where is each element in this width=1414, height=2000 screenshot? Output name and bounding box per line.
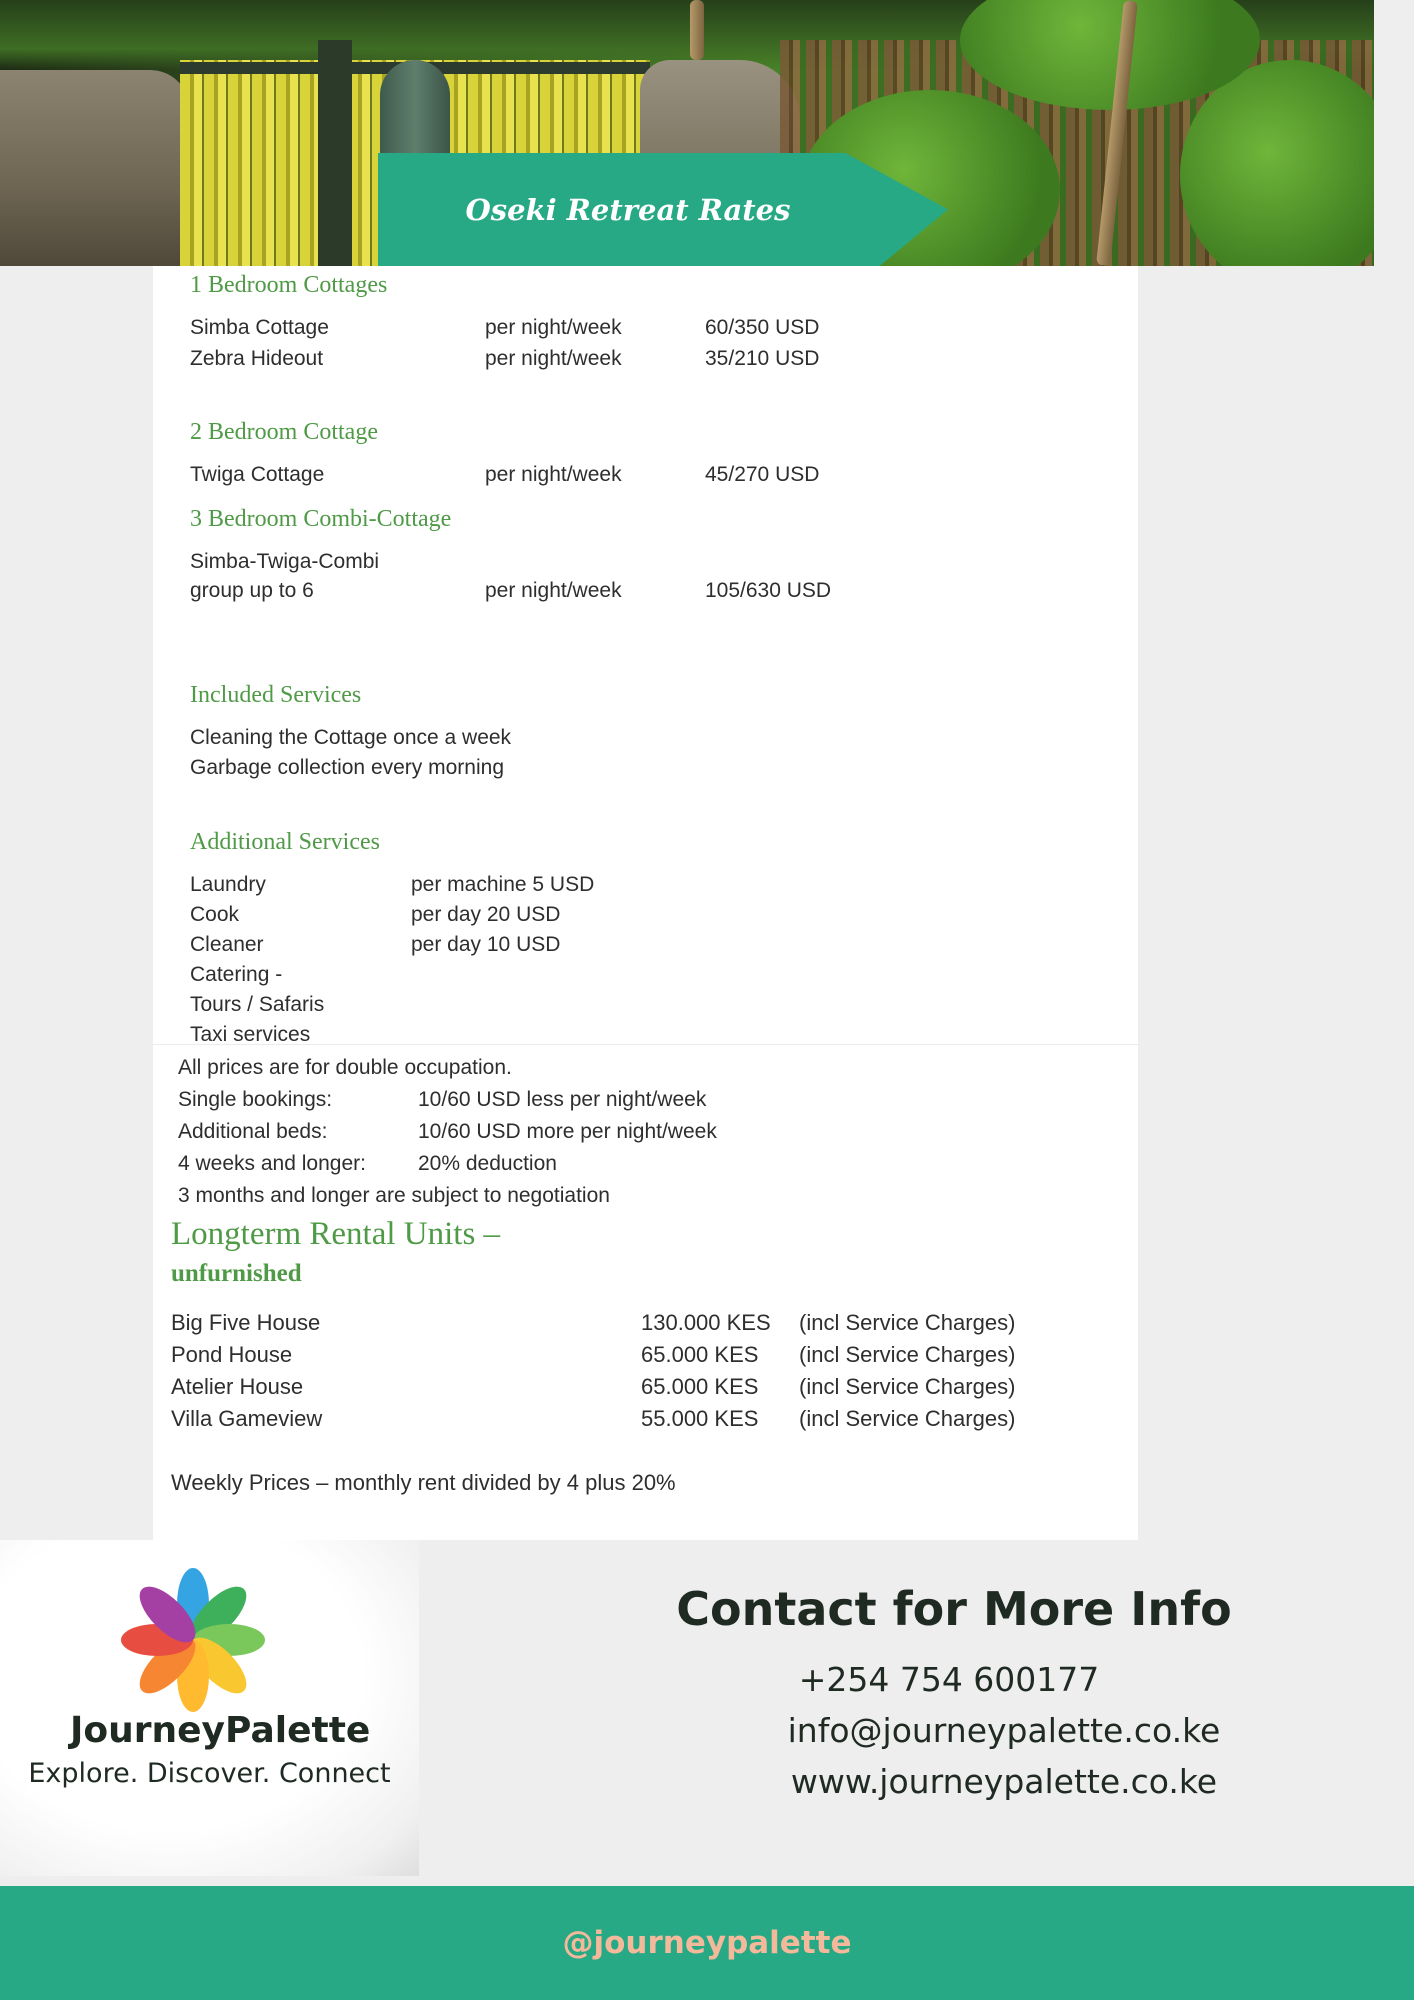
rate-price: 105/630 USD	[705, 579, 832, 602]
unit-name: Big Five House	[171, 1310, 321, 1335]
rate-price: 35/210 USD	[705, 347, 820, 370]
footer-bar	[0, 1886, 1414, 2000]
longterm-row	[171, 1406, 1111, 1434]
rate-price: 60/350 USD	[705, 316, 820, 339]
rate-period: per night/week	[485, 579, 622, 602]
service-name: Laundry	[190, 873, 266, 896]
rate-period: per night/week	[485, 316, 622, 339]
notes-intro: All prices are for double occupation.	[178, 1056, 512, 1079]
rate-period: per night/week	[485, 347, 622, 370]
note-label: 4 weeks and longer:	[178, 1152, 366, 1175]
note-row	[178, 1088, 878, 1114]
weekly-price-note: Weekly Prices – monthly rent divided by 4 plus 20%	[171, 1470, 676, 1495]
unit-note: (incl Service Charges)	[799, 1374, 1016, 1399]
tree-trunk	[690, 0, 704, 60]
section-heading-3-bedroom: 3 Bedroom Combi-Cottage	[190, 506, 452, 532]
rate-price: 45/270 USD	[705, 463, 820, 486]
service-name: Cleaner	[190, 933, 264, 956]
note-label: Single bookings:	[178, 1088, 333, 1111]
service-name: Tours / Safaris	[190, 993, 325, 1016]
service-price: per day 20 USD	[411, 903, 561, 926]
service-row	[190, 873, 690, 899]
note-value: 10/60 USD more per night/week	[418, 1120, 717, 1143]
rate-row	[190, 463, 890, 489]
brand-tagline: Explore. Discover. Connect	[28, 1758, 391, 1789]
stone-wall	[0, 70, 190, 266]
cottage-name: Twiga Cottage	[190, 463, 325, 486]
service-row	[190, 933, 690, 959]
longterm-subheading: unfurnished	[171, 1260, 302, 1287]
service-row	[190, 903, 690, 929]
page-title: Oseki Retreat Rates	[465, 192, 791, 227]
cottage-group: group up to 6	[190, 579, 314, 602]
service-name: Cook	[190, 903, 240, 926]
unit-price: 130.000 KES	[641, 1310, 771, 1335]
unit-note: (incl Service Charges)	[799, 1310, 1016, 1335]
rate-row	[190, 579, 890, 605]
gate-post	[318, 40, 352, 266]
logo-panel	[0, 1540, 419, 1876]
rate-row	[190, 316, 890, 342]
unit-note: (incl Service Charges)	[799, 1406, 1016, 1431]
contact-heading: Contact for More Info	[676, 1582, 1232, 1636]
contact-website[interactable]: www.journeypalette.co.ke	[790, 1762, 1218, 1801]
contact-email[interactable]: info@journeypalette.co.ke	[787, 1711, 1221, 1750]
rate-row	[190, 347, 890, 373]
section-heading-additional: Additional Services	[190, 829, 380, 855]
cottage-name: Simba Cottage	[190, 316, 329, 339]
note-value: 20% deduction	[418, 1152, 557, 1175]
flower-logo-icon	[118, 1565, 268, 1715]
longterm-heading: Longterm Rental Units –	[171, 1216, 501, 1252]
included-service: Garbage collection every morning	[190, 756, 504, 779]
unit-name: Pond House	[171, 1342, 293, 1367]
unit-name: Atelier House	[171, 1374, 304, 1399]
notes-negotiation: 3 months and longer are subject to negotiation	[178, 1184, 610, 1207]
contact-phone[interactable]: +254 754 600177	[798, 1660, 1100, 1699]
section-heading-2-bedroom: 2 Bedroom Cottage	[190, 419, 378, 445]
service-price: per day 10 USD	[411, 933, 561, 956]
note-row	[178, 1120, 878, 1146]
unit-note: (incl Service Charges)	[799, 1342, 1016, 1367]
section-heading-included: Included Services	[190, 682, 362, 708]
longterm-row	[171, 1310, 1111, 1338]
unit-name: Villa Gameview	[171, 1406, 323, 1431]
note-label: Additional beds:	[178, 1120, 328, 1143]
unit-price: 65.000 KES	[641, 1374, 759, 1399]
unit-price: 55.000 KES	[641, 1406, 759, 1431]
service-name: Catering -	[190, 963, 283, 986]
divider	[153, 1044, 1138, 1045]
longterm-row	[171, 1374, 1111, 1402]
service-name: Taxi services	[190, 1023, 311, 1044]
unit-price: 65.000 KES	[641, 1342, 759, 1367]
service-price: per machine 5 USD	[411, 873, 595, 896]
cottage-name: Simba-Twiga-Combi	[190, 550, 380, 573]
social-handle[interactable]: @journeypalette	[562, 1925, 852, 1961]
rate-period: per night/week	[485, 463, 622, 486]
cottage-name: Zebra Hideout	[190, 347, 324, 370]
note-value: 10/60 USD less per night/week	[418, 1088, 707, 1111]
rate-card	[153, 266, 1138, 1540]
brand-name: JourneyPalette	[70, 1710, 371, 1751]
section-heading-1-bedroom: 1 Bedroom Cottages	[190, 272, 388, 298]
note-row	[178, 1152, 878, 1178]
longterm-row	[171, 1342, 1111, 1370]
included-service: Cleaning the Cottage once a week	[190, 726, 512, 749]
